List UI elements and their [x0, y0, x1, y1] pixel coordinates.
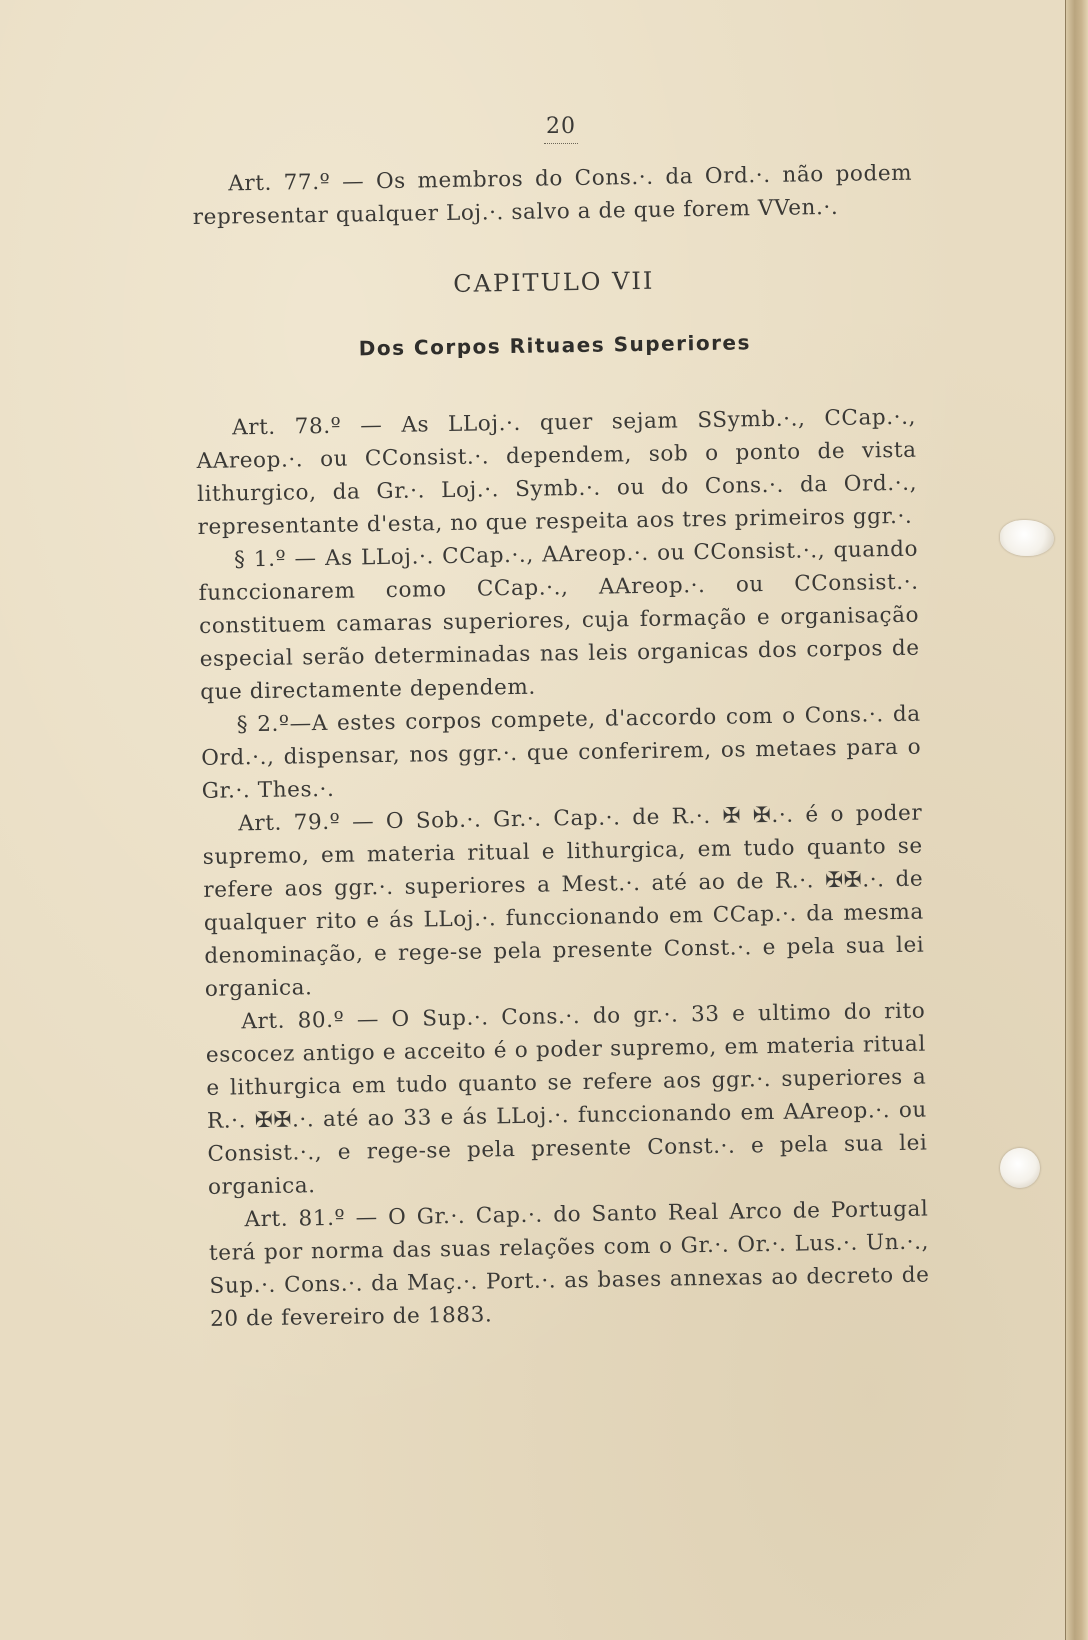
paper-hole-lower [1000, 1148, 1040, 1188]
paragraph-art-78: Art. 78.º — As LLoj.·. quer sejam SSymb.·., CCap.·., AAreop.·. ou CConsist.·. dependem, sob o ponto de vista lithurgico, da Gr.·. Loj.·. Symb.·. ou do Cons.·. da Ord.·., representante d'esta, no que respeita aos tres primeiros ggr.·. [196, 404, 918, 540]
paragraph-art-80: Art. 80.º — O Sup.·. Cons.·. do gr.·. 33 e ultimo do rito escocez antigo e acceito é o poder supremo, em materia ritual e lithurgica em tudo quanto se refere aos ggr.·. superiores a R.·. ✠✠.·. até ao 33 e ás LLoj.·. funccionando em AAreop.·. ou Consist.·., e rege-se pela presente Const.·. e pela sua lei organica. [205, 998, 928, 1200]
paragraph-art-77: Art. 77.º — Os membros do Cons.·. da Ord.·. não podem representar qualquer Loj.·. salvo a de que forem VVen.·. [192, 160, 913, 230]
paragraph-art-81: Art. 81.º — O Gr.·. Cap.·. do Santo Real Arco de Portugal terá por norma das suas relações com o Gr.·. Or.·. Lus.·. Un.·., Sup.·. Cons.·. da Maç.·. Port.·. as bases annexas ao decreto de 20 de fevereiro de 1883. [208, 1196, 930, 1332]
page-number-text: 20 [544, 114, 578, 144]
paragraph-section-1: § 1.º — As LLoj.·. CCap.·., AAreop.·. ou CConsist.·., quando funccionarem como CCap.·., AAreop.·. ou CConsist.·. constituem camaras superiores, cuja formação e organisação especial serão determinadas nas leis organicas dos corpos de que directamente dependem. [198, 536, 920, 705]
chapter-subtitle: Dos Corpos Rituaes Superiores [358, 330, 752, 361]
chapter-title: CAPITULO VII [453, 266, 655, 298]
page-number [0, 114, 1088, 144]
paragraph-art-79: Art. 79.º — O Sob.·. Gr.·. Cap.·. de R.·. ✠ ✠.·. é o poder supremo, em materia ritual e lithurgica, em tudo quanto se refere aos ggr.·. superiores a Mest.·. até ao de R.·. ✠✠.·. de qualquer rito e ás LLoj.·. funccionando em CCap.·. da mesma denominação, e rege-se pela presente Const.·. e pela sua lei organica. [202, 800, 925, 1002]
page-edge-shadow [1065, 0, 1088, 1640]
page-body [192, 157, 930, 1336]
paper-hole-upper [1000, 520, 1054, 556]
paragraph-section-2: § 2.º—A estes corpos compete, d'accordo com o Cons.·. da Ord.·., dispensar, nos ggr.·. que conferirem, os metaes para o Gr.·. Thes.·. [201, 701, 922, 804]
